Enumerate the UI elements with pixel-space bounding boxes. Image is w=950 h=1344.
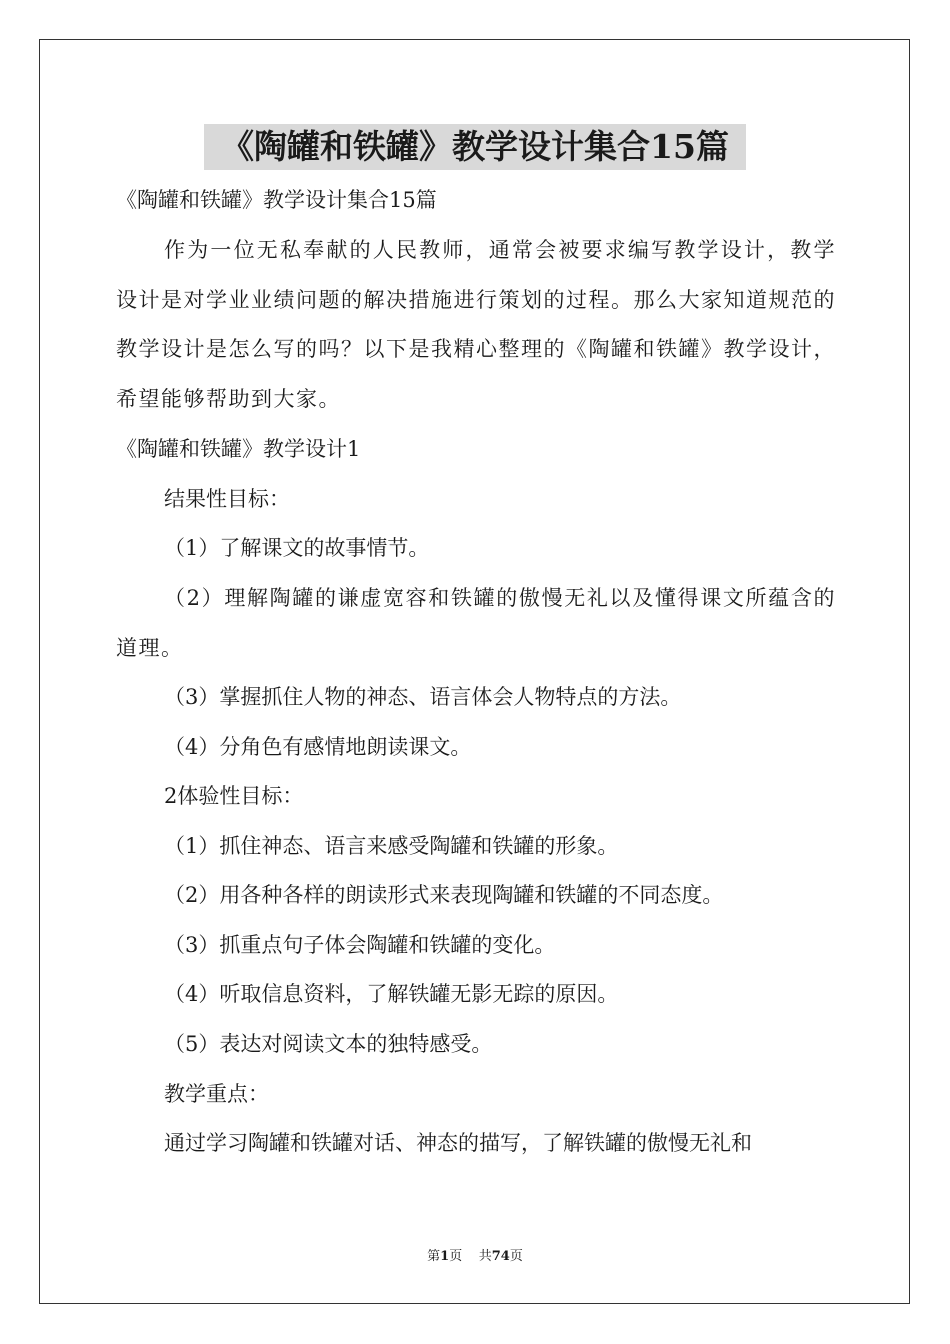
focus-text: 通过学习陶罐和铁罐对话、神态的描写，了解铁罐的傲慢无礼和 bbox=[164, 1131, 752, 1155]
focus-heading: 教学重点： bbox=[164, 1082, 269, 1106]
document-title: 《陶罐和铁罐》教学设计集合15篇 bbox=[204, 124, 746, 170]
goal2-heading: 2体验性目标： bbox=[164, 784, 304, 808]
goal2-item: （1）抓住神态、语言来感受陶罐和铁罐的形象。 bbox=[164, 834, 619, 858]
document-subtitle: 《陶罐和铁罐》教学设计集合15篇 bbox=[116, 188, 437, 212]
page-prefix: 第 bbox=[427, 1249, 441, 1264]
intro-paragraph: 作为一位无私奉献的人民教师，通常会被要求编写教学设计，教学设计是对学业业绩问题的解决措施进行策划的过程。那么大家知道规范的教学设计是怎么写的吗？以下是我精心整理的《陶罐和铁罐》教学设计，希望能够帮助到大家。 bbox=[116, 238, 836, 411]
goal1-item: （1）了解课文的故事情节。 bbox=[164, 536, 430, 560]
total-unit: 页 bbox=[509, 1249, 523, 1264]
total-pages: 74 bbox=[491, 1249, 510, 1264]
total-prefix: 共 bbox=[478, 1249, 492, 1264]
goal2-item: （2）用各种各样的朗读形式来表现陶罐和铁罐的不同态度。 bbox=[164, 883, 724, 907]
goal2-item: （5）表达对阅读文本的独特感受。 bbox=[164, 1032, 493, 1056]
goal1-heading: 结果性目标： bbox=[164, 487, 290, 511]
goal2-item: （4）听取信息资料，了解铁罐无影无踪的原因。 bbox=[164, 982, 619, 1006]
page-footer bbox=[0, 1248, 950, 1266]
section-heading: 《陶罐和铁罐》教学设计1 bbox=[116, 437, 361, 461]
goal1-item: （3）掌握抓住人物的神态、语言体会人物特点的方法。 bbox=[164, 685, 682, 709]
page-unit: 页 bbox=[449, 1249, 463, 1264]
page-current: 1 bbox=[440, 1249, 450, 1264]
goal2-item: （3）抓重点句子体会陶罐和铁罐的变化。 bbox=[164, 933, 556, 957]
goal1-item: （2）理解陶罐的谦虚宽容和铁罐的傲慢无礼以及懂得课文所蕴含的道理。 bbox=[116, 586, 836, 660]
goal1-item: （4）分角色有感情地朗读课文。 bbox=[164, 735, 472, 759]
